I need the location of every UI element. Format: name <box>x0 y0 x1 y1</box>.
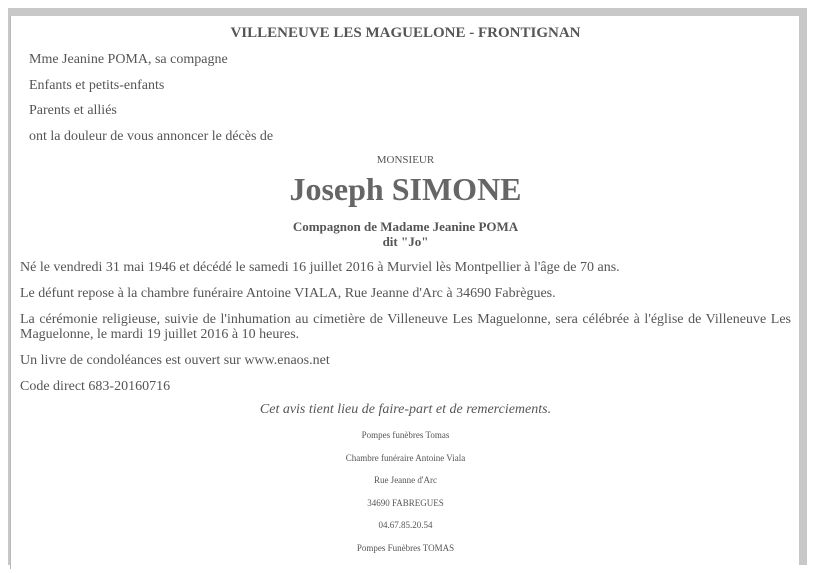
birth-death-paragraph: Né le vendredi 31 mai 1946 et décédé le samedi 16 juillet 2016 à Murviel lès Montpellier à l'âge de 70 ans. <box>20 260 620 275</box>
direct-code-paragraph: Code direct 683-20160716 <box>20 379 171 394</box>
funeral-company-name: Pompes funèbres Tomas <box>361 430 450 440</box>
condolences-paragraph: Un livre de condoléances est ouvert sur www.enaos.net <box>20 353 330 368</box>
obituary-notice <box>10 16 799 569</box>
family-line-companion: Mme Jeanine POMA, sa compagne <box>29 52 228 67</box>
ceremony-paragraph: La cérémonie religieuse, suivie de l'inhumation au cimetière de Villeneuve Les Maguelonne, sera célébrée à l'église de Villeneuve Les Maguelonne, le mardi 19 juillet 2016 à 10 heures. <box>20 312 791 342</box>
funeral-phone: 04.67.85.20.54 <box>378 520 433 530</box>
funeral-postal-city: 34690 FABREGUES <box>367 498 444 508</box>
rest-place-paragraph: Le défunt repose à la chambre funéraire Antoine VIALA, Rue Jeanne d'Arc à 34690 Fabrègues. <box>20 286 556 301</box>
nickname-line: dit "Jo" <box>382 234 429 249</box>
funeral-street: Rue Jeanne d'Arc <box>373 475 438 485</box>
relation-line: Compagnon de Madame Jeanine POMA <box>292 219 519 234</box>
closing-line: Cet avis tient lieu de faire-part et de remerciements. <box>259 402 552 417</box>
family-line-relatives: Parents et alliés <box>29 103 117 118</box>
funeral-chamber-name: Chambre funéraire Antoine Viala <box>345 453 466 463</box>
family-line-announcement: ont la douleur de vous annoncer le décès de <box>29 129 274 144</box>
notice-location-heading: VILLENEUVE LES MAGUELONE - FRONTIGNAN <box>230 25 581 41</box>
deceased-name: Joseph SIMONE <box>289 171 522 207</box>
honorific: MONSIEUR <box>376 154 435 166</box>
family-line-children: Enfants et petits-enfants <box>29 78 165 93</box>
funeral-signature: Pompes Funèbres TOMAS <box>356 543 455 553</box>
